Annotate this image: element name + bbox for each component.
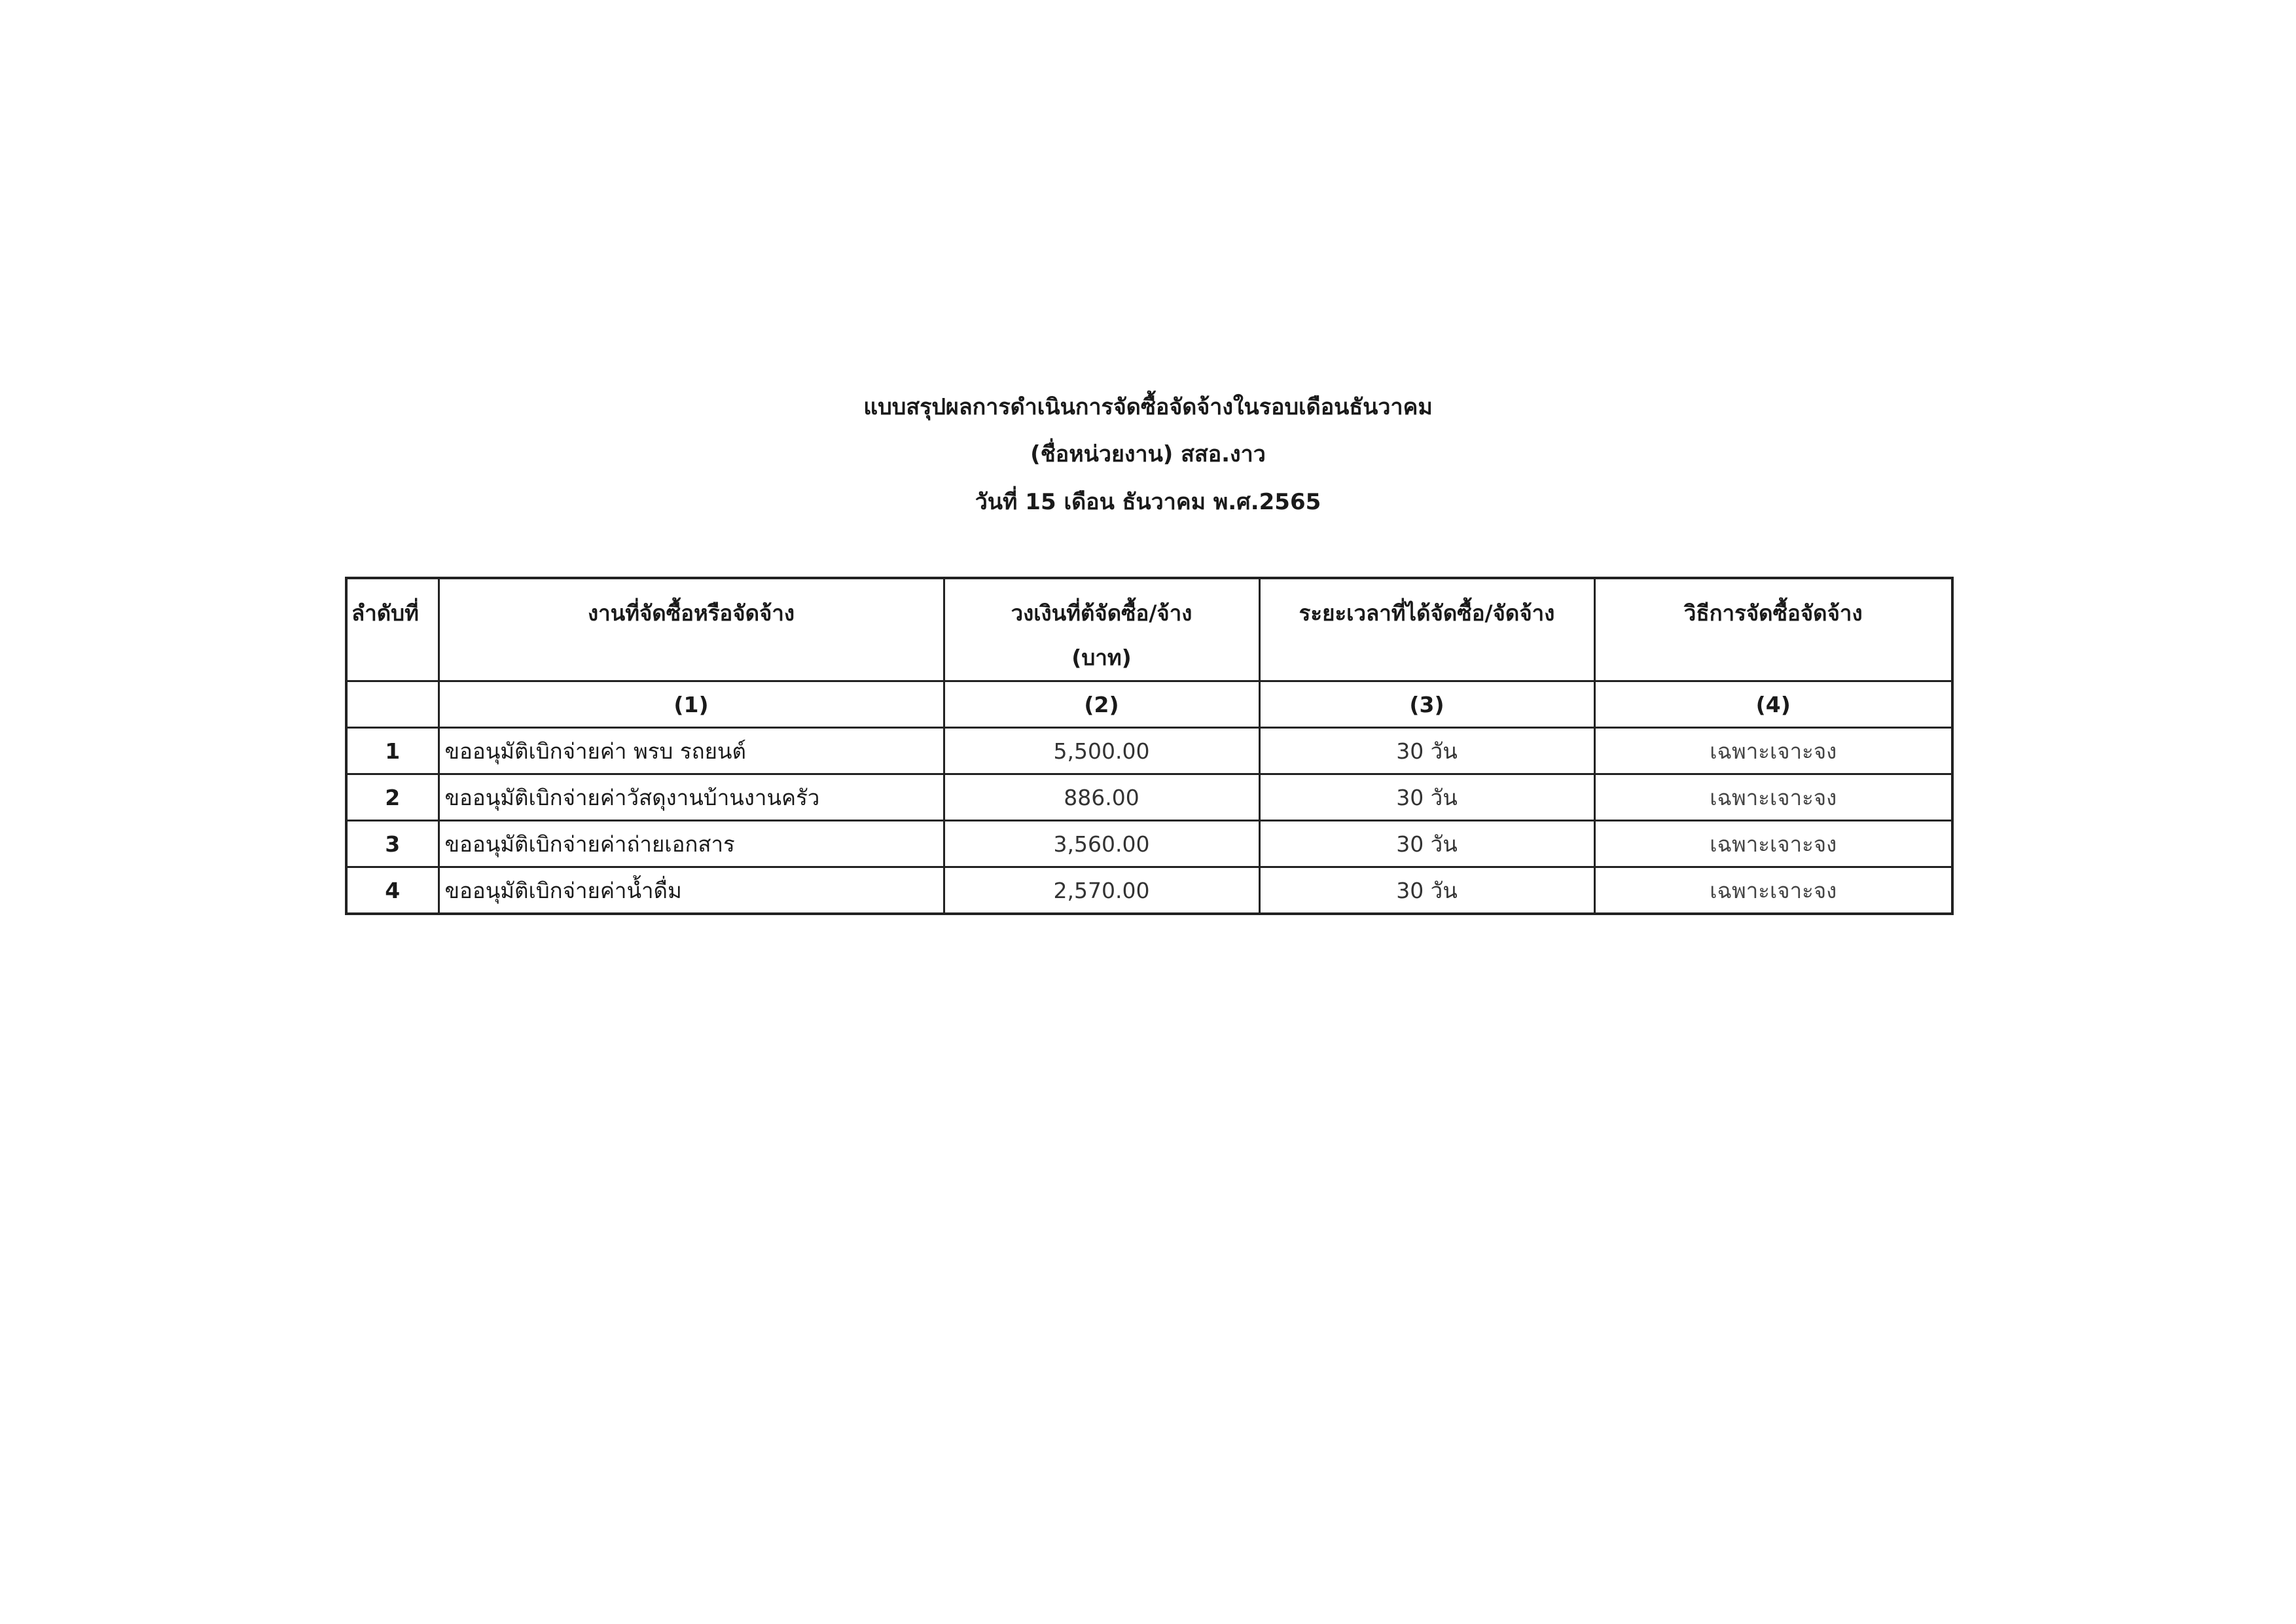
document-date: วันที่ 15 เดือน ธันวาคม พ.ศ.2565 bbox=[975, 489, 1321, 515]
row-number: 3 bbox=[346, 821, 439, 867]
row-method: เฉพาะเจาะจง bbox=[1594, 867, 1952, 914]
row-task: ขออนุมัติเบิกจ่ายค่าน้ำดื่ม bbox=[439, 867, 944, 914]
row-method: เฉพาะเจาะจง bbox=[1594, 728, 1952, 774]
row-method: เฉพาะเจาะจง bbox=[1594, 821, 1952, 867]
header-budget-label: วงเงินที่ต้จัดซื้อ/จ้าง bbox=[1011, 600, 1193, 626]
row-amount: 3,560.00 bbox=[944, 821, 1259, 867]
column-index-0 bbox=[346, 681, 439, 728]
table-row bbox=[346, 728, 1952, 774]
row-amount: 5,500.00 bbox=[944, 728, 1259, 774]
header-budget-unit: (บาท) bbox=[1071, 645, 1132, 670]
header-task: งานที่จัดซื้อหรือจัดจ้าง bbox=[439, 578, 944, 681]
column-index-3: (3) bbox=[1259, 681, 1594, 728]
row-duration: 30 วัน bbox=[1259, 728, 1594, 774]
row-task: ขออนุมัติเบิกจ่ายค่าวัสดุงานบ้านงานครัว bbox=[439, 774, 944, 821]
row-task: ขออนุมัติเบิกจ่ายค่า พรบ รถยนต์ bbox=[439, 728, 944, 774]
document-title: แบบสรุปผลการดำเนินการจัดซื้อจัดจ้างในรอบเดือนธันวาคม bbox=[863, 394, 1433, 420]
column-index-2: (2) bbox=[944, 681, 1259, 728]
table-row bbox=[346, 867, 1952, 914]
row-method: เฉพาะเจาะจง bbox=[1594, 774, 1952, 821]
row-duration: 30 วัน bbox=[1259, 774, 1594, 821]
row-duration: 30 วัน bbox=[1259, 821, 1594, 867]
agency-name: (ชื่อหน่วยงาน) สสอ.งาว bbox=[1030, 441, 1266, 467]
table-row bbox=[346, 774, 1952, 821]
row-number: 2 bbox=[346, 774, 439, 821]
column-index-row bbox=[346, 681, 1952, 728]
column-index-4: (4) bbox=[1594, 681, 1952, 728]
row-number: 1 bbox=[346, 728, 439, 774]
header-order-no: ลำดับที่ bbox=[346, 578, 439, 681]
header-duration: ระยะเวลาที่ได้จัดซื้อ/จัดจ้าง bbox=[1259, 578, 1594, 681]
row-amount: 886.00 bbox=[944, 774, 1259, 821]
row-duration: 30 วัน bbox=[1259, 867, 1594, 914]
header-budget bbox=[944, 578, 1259, 681]
table-row bbox=[346, 821, 1952, 867]
row-amount: 2,570.00 bbox=[944, 867, 1259, 914]
table-header-row bbox=[346, 578, 1952, 681]
row-number: 4 bbox=[346, 867, 439, 914]
column-index-1: (1) bbox=[439, 681, 944, 728]
procurement-summary-table bbox=[345, 577, 1954, 915]
header-method: วิธีการจัดซื้อจัดจ้าง bbox=[1594, 578, 1952, 681]
row-task: ขออนุมัติเบิกจ่ายค่าถ่ายเอกสาร bbox=[439, 821, 944, 867]
